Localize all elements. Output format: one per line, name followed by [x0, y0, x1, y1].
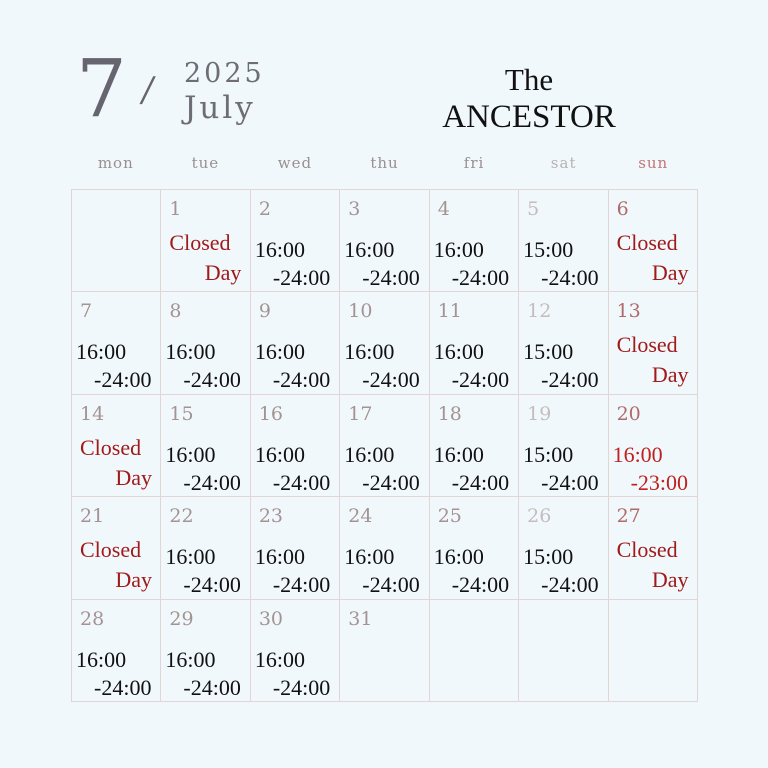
day-number: 5 — [527, 198, 540, 220]
day-number: 26 — [527, 505, 552, 528]
month-number: 7 — [76, 42, 127, 135]
closing-time: -24:00 — [272, 469, 331, 495]
day-number: 25 — [437, 505, 462, 528]
weekday-thu: thu — [370, 154, 399, 172]
day-cell-22 — [161, 497, 250, 599]
day-cell-20 — [609, 395, 698, 497]
business-hours — [344, 543, 419, 599]
closed-label-line1: Closed — [169, 230, 231, 255]
weekday-sat: sat — [550, 154, 577, 172]
opening-time: 15:00 — [523, 441, 574, 467]
closing-time: -24:00 — [451, 469, 510, 495]
opening-time: 16:00 — [254, 544, 305, 570]
day-cell-16 — [251, 395, 340, 497]
opening-time: 16:00 — [76, 646, 127, 672]
closing-time: -24:00 — [183, 572, 241, 598]
day-cell-26 — [519, 497, 608, 599]
day-number: 14 — [80, 402, 105, 425]
day-number: 28 — [80, 607, 105, 630]
closing-time: -24:00 — [451, 265, 510, 290]
closing-time: -24:00 — [451, 367, 510, 393]
business-hours — [255, 441, 330, 497]
closing-time: -24:00 — [541, 572, 599, 598]
business-hours — [434, 236, 509, 292]
day-cell-13 — [609, 292, 698, 394]
day-number: 1 — [169, 198, 182, 220]
day-cell-24 — [340, 497, 429, 599]
closed-label-line1: Closed — [80, 434, 142, 460]
business-hours — [255, 236, 330, 292]
opening-time: 16:00 — [344, 339, 395, 365]
closing-time: -24:00 — [94, 367, 152, 393]
opening-time: 16:00 — [165, 339, 216, 365]
closing-time: -24:00 — [183, 469, 241, 495]
day-cell-30 — [251, 600, 340, 702]
closed-day-label — [617, 535, 691, 595]
business-hours — [344, 338, 419, 394]
opening-time: 16:00 — [254, 237, 305, 262]
opening-time: 16:00 — [76, 339, 127, 365]
day-cell-4 — [430, 190, 519, 292]
day-cell-21 — [72, 497, 161, 599]
closed-label-line2: Day — [651, 362, 689, 388]
opening-time: 16:00 — [344, 441, 395, 467]
day-cell-25 — [430, 497, 519, 599]
day-number: 15 — [169, 402, 194, 425]
opening-time: 16:00 — [254, 441, 305, 467]
weekday-fri: fri — [463, 154, 485, 172]
business-hours — [523, 338, 598, 394]
day-number: 21 — [80, 505, 105, 528]
closed-label-line2: Day — [651, 567, 689, 593]
closing-time: -24:00 — [183, 674, 241, 700]
closed-label-line2: Day — [651, 260, 689, 285]
special-hours — [613, 441, 688, 497]
closed-day-label — [169, 228, 243, 288]
business-hours — [165, 441, 240, 497]
business-hours — [165, 543, 240, 599]
closing-time: -24:00 — [272, 265, 331, 290]
day-number: 2 — [258, 198, 271, 220]
day-number: 8 — [169, 300, 182, 323]
day-cell-2 — [251, 190, 340, 292]
closed-label-line1: Closed — [616, 230, 678, 255]
day-number: 7 — [80, 300, 93, 323]
weekday-tue: tue — [191, 154, 220, 172]
closing-time: -24:00 — [541, 265, 599, 290]
business-hours — [255, 543, 330, 599]
day-cell-19 — [519, 395, 608, 497]
closed-label-line2: Day — [115, 464, 152, 490]
closed-label-line1: Closed — [616, 332, 678, 358]
opening-time: 16:00 — [433, 237, 484, 262]
opening-time: 16:00 — [254, 646, 305, 672]
opening-time: 16:00 — [433, 544, 484, 570]
closing-time: -24:00 — [541, 469, 599, 495]
day-cell-9 — [251, 292, 340, 394]
closed-day-label — [80, 535, 154, 595]
closed-label-line1: Closed — [80, 537, 142, 563]
business-hours — [76, 338, 151, 394]
closed-day-label — [617, 330, 691, 390]
closed-label-line2: Day — [115, 567, 152, 593]
opening-time: 16:00 — [165, 544, 216, 570]
business-hours — [165, 646, 240, 702]
closing-time: -24:00 — [272, 674, 331, 700]
business-hours — [434, 441, 509, 497]
day-cell-15 — [161, 395, 250, 497]
day-number: 4 — [437, 198, 450, 220]
day-number: 11 — [437, 300, 462, 323]
opening-time: 16:00 — [433, 441, 484, 467]
business-hours — [76, 646, 151, 702]
opening-time: 16:00 — [165, 441, 216, 467]
day-number: 27 — [616, 505, 641, 528]
day-cell-12 — [519, 292, 608, 394]
business-hours — [434, 543, 509, 599]
day-cell-28 — [72, 600, 161, 702]
business-hours — [434, 338, 509, 394]
closing-time: -24:00 — [272, 367, 331, 393]
weekday-sun: sun — [638, 154, 669, 172]
day-cell-6 — [609, 190, 698, 292]
empty-cell — [430, 600, 519, 702]
business-hours — [165, 338, 240, 394]
day-cell-17 — [340, 395, 429, 497]
day-number: 17 — [348, 402, 373, 425]
weekday-wed: wed — [277, 154, 313, 172]
closing-time: -24:00 — [272, 572, 331, 598]
day-number: 12 — [527, 300, 552, 323]
opening-time: 16:00 — [165, 646, 216, 672]
day-number: 29 — [169, 607, 194, 630]
closing-time: -24:00 — [451, 572, 510, 598]
closed-day-label — [617, 228, 691, 288]
closing-time: -23:00 — [630, 469, 689, 495]
opening-time: 16:00 — [344, 237, 395, 262]
business-hours — [255, 338, 330, 394]
day-cell-14 — [72, 395, 161, 497]
day-number: 18 — [437, 402, 462, 425]
weekday-mon: mon — [97, 154, 134, 172]
day-number: 24 — [348, 505, 373, 528]
closed-label-line1: Closed — [616, 537, 678, 563]
closing-time: -24:00 — [362, 367, 420, 393]
calendar-grid — [71, 189, 698, 702]
day-cell-27 — [609, 497, 698, 599]
day-cell-23 — [251, 497, 340, 599]
day-number: 3 — [348, 198, 361, 220]
closed-label-line2: Day — [204, 260, 242, 285]
day-cell-1 — [161, 190, 250, 292]
shop-title-line2: ANCESTOR — [442, 99, 616, 135]
shop-title — [436, 62, 622, 136]
opening-time: 16:00 — [254, 339, 305, 365]
empty-cell — [519, 600, 608, 702]
weekday-header — [71, 154, 698, 172]
shop-title-line1: The — [504, 62, 554, 97]
empty-cell — [72, 190, 161, 292]
business-hours — [344, 441, 419, 497]
closing-time: -24:00 — [541, 367, 599, 393]
day-cell-18 — [430, 395, 519, 497]
day-number: 30 — [258, 607, 284, 630]
day-cell-10 — [340, 292, 429, 394]
closing-time: -24:00 — [362, 265, 420, 290]
day-cell-7 — [72, 292, 161, 394]
day-number: 6 — [616, 198, 629, 220]
day-cell-29 — [161, 600, 250, 702]
closing-time: -24:00 — [362, 469, 420, 495]
business-hours — [523, 543, 598, 599]
day-cell-31 — [340, 600, 429, 702]
business-hours — [523, 236, 598, 292]
closing-time: -24:00 — [362, 572, 420, 598]
day-number: 22 — [169, 505, 194, 528]
closing-time: -24:00 — [94, 674, 152, 700]
opening-time: 15:00 — [523, 237, 574, 262]
year-label: 2025 — [184, 58, 265, 89]
day-cell-3 — [340, 190, 429, 292]
day-cell-11 — [430, 292, 519, 394]
month-name: July — [184, 90, 256, 126]
day-number: 10 — [348, 300, 373, 323]
opening-time: 15:00 — [523, 544, 574, 570]
closed-day-label — [80, 433, 154, 493]
opening-time: 16:00 — [612, 441, 663, 467]
day-number: 9 — [258, 300, 271, 323]
day-number: 13 — [616, 300, 641, 323]
day-number: 19 — [527, 402, 552, 425]
opening-time: 16:00 — [433, 339, 484, 365]
day-number: 31 — [348, 607, 373, 630]
day-cell-5 — [519, 190, 608, 292]
closing-time: -24:00 — [183, 367, 241, 393]
day-number: 20 — [616, 402, 641, 425]
day-number: 23 — [258, 505, 284, 528]
empty-cell — [609, 600, 698, 702]
business-hours — [523, 441, 598, 497]
business-hours — [344, 236, 419, 292]
day-number: 16 — [258, 402, 284, 425]
day-cell-8 — [161, 292, 250, 394]
date-separator: / — [138, 70, 157, 110]
opening-time: 15:00 — [523, 339, 574, 365]
opening-time: 16:00 — [344, 544, 395, 570]
business-hours — [255, 646, 330, 702]
